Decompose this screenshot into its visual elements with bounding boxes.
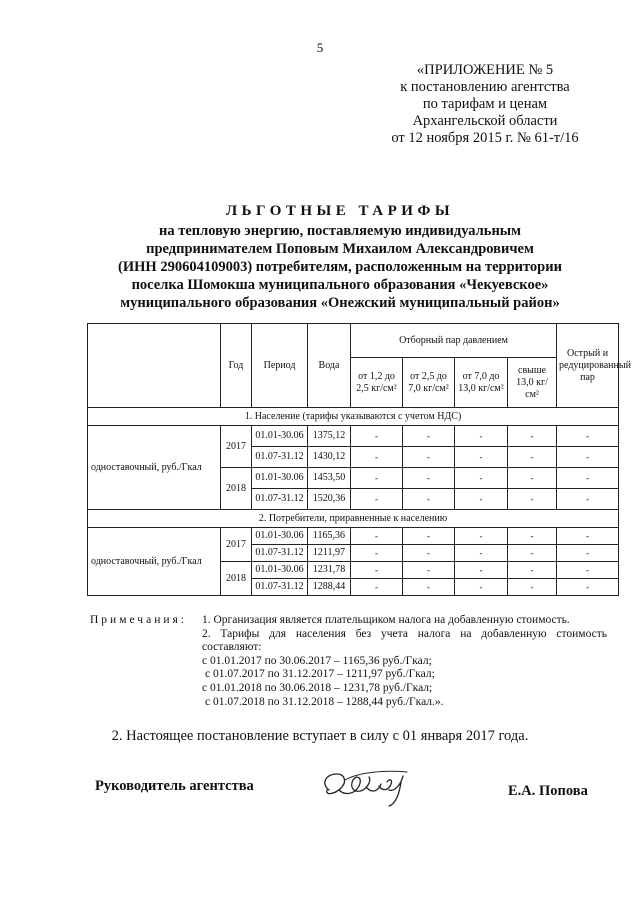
water-cell: 1453,50 bbox=[308, 468, 351, 489]
appendix-line: к постановлению агентства bbox=[400, 79, 570, 95]
dash-cell: - bbox=[403, 468, 455, 489]
section-title: 2. Потребители, приравненные к населению bbox=[88, 510, 619, 528]
signatory-name: Е.А. Попова bbox=[508, 783, 588, 799]
period-cell: 01.01-30.06 bbox=[252, 468, 308, 489]
dash-cell: - bbox=[557, 468, 619, 489]
period-cell: 01.01-30.06 bbox=[252, 562, 308, 579]
period-cell: 01.07-31.12 bbox=[252, 545, 308, 562]
effective-date-clause: 2. Настоящее постановление вступает в силу с 01 января 2017 года. bbox=[111, 728, 529, 744]
dash-cell: - bbox=[508, 489, 557, 510]
dash-cell: - bbox=[557, 545, 619, 562]
dash-cell: - bbox=[455, 528, 508, 545]
dash-cell: - bbox=[508, 562, 557, 579]
dash-cell: - bbox=[557, 579, 619, 596]
subtitle-line: (ИНН 290604109003) потребителям, расположенным на территории bbox=[118, 259, 562, 275]
header-pressure-4: свыше 13,0 кг/см² bbox=[508, 358, 557, 408]
dash-cell: - bbox=[508, 468, 557, 489]
subtitle-line: поселка Шомокша муниципального образования «Чекуевское» bbox=[131, 277, 549, 293]
period-cell: 01.07-31.12 bbox=[252, 489, 308, 510]
subtitle-line: предпринимателем Поповым Михаилом Александровичем bbox=[146, 241, 534, 257]
dash-cell: - bbox=[557, 528, 619, 545]
subtitle-line: на тепловую энергию, поставляемую индивидуальным bbox=[158, 223, 522, 239]
appendix-line: по тарифам и ценам bbox=[422, 96, 548, 112]
dash-cell: - bbox=[508, 579, 557, 596]
dash-cell: - bbox=[508, 545, 557, 562]
dash-cell: - bbox=[455, 468, 508, 489]
dash-cell: - bbox=[508, 528, 557, 545]
rate-label: одноставочный, руб./Гкал bbox=[88, 426, 221, 510]
dash-cell: - bbox=[455, 426, 508, 447]
appendix-line: от 12 ноября 2015 г. № 61-т/16 bbox=[391, 130, 579, 146]
header-selected-steam: Отборный пар давлением bbox=[351, 324, 557, 358]
note-item: с 01.07.2017 по 31.12.2017 – 1211,97 руб./Гкал; bbox=[205, 668, 435, 681]
year-cell: 2018 bbox=[221, 562, 252, 596]
header-empty bbox=[88, 324, 221, 408]
section-title: 1. Население (тарифы указываются с учетом НДС) bbox=[88, 408, 619, 426]
note-item: с 01.01.2018 по 30.06.2018 – 1231,78 руб./Гкал; bbox=[202, 681, 433, 694]
water-cell: 1430,12 bbox=[308, 447, 351, 468]
note-line-3: составляют: bbox=[202, 641, 262, 654]
tariff-table bbox=[87, 323, 631, 596]
header-pressure-2: от 2,5 до 7,0 кг/см² bbox=[403, 358, 455, 408]
dash-cell: - bbox=[351, 447, 403, 468]
document-title: ЛЬГОТНЫЕ ТАРИФЫ bbox=[225, 203, 455, 219]
dash-cell: - bbox=[557, 447, 619, 468]
dash-cell: - bbox=[557, 426, 619, 447]
header-sharp-steam: Острый и редуцированный пар bbox=[557, 324, 619, 408]
dash-cell: - bbox=[557, 489, 619, 510]
period-cell: 01.07-31.12 bbox=[252, 447, 308, 468]
dash-cell: - bbox=[403, 426, 455, 447]
water-cell: 1231,78 bbox=[308, 562, 351, 579]
period-cell: 01.01-30.06 bbox=[252, 528, 308, 545]
note-item: с 01.01.2017 по 30.06.2017 – 1165,36 руб./Гкал; bbox=[202, 654, 432, 667]
note-item: с 01.07.2018 по 31.12.2018 – 1288,44 руб./Гкал.». bbox=[205, 695, 444, 708]
dash-cell: - bbox=[455, 579, 508, 596]
water-cell: 1211,97 bbox=[308, 545, 351, 562]
page-number: 5 bbox=[316, 40, 324, 55]
dash-cell: - bbox=[351, 468, 403, 489]
header-pressure-3: от 7,0 до 13,0 кг/см² bbox=[455, 358, 508, 408]
dash-cell: - bbox=[351, 545, 403, 562]
dash-cell: - bbox=[403, 528, 455, 545]
water-cell: 1375,12 bbox=[308, 426, 351, 447]
note-line-1: 1. Организация является плательщиком налога на добавленную стоимость. bbox=[202, 614, 570, 626]
dash-cell: - bbox=[557, 562, 619, 579]
header-year: Год bbox=[221, 324, 252, 408]
dash-cell: - bbox=[455, 447, 508, 468]
dash-cell: - bbox=[403, 579, 455, 596]
dash-cell: - bbox=[403, 545, 455, 562]
dash-cell: - bbox=[351, 528, 403, 545]
notes-label: Примечания: bbox=[90, 614, 187, 626]
water-cell: 1520,36 bbox=[308, 489, 351, 510]
subtitle-line: муниципального образования «Онежский муниципальный район» bbox=[120, 295, 560, 311]
signatory-title: Руководитель агентства bbox=[95, 778, 254, 794]
year-cell: 2018 bbox=[221, 468, 252, 510]
rate-label: одноставочный, руб./Гкал bbox=[88, 528, 221, 596]
dash-cell: - bbox=[455, 562, 508, 579]
year-cell: 2017 bbox=[221, 528, 252, 562]
appendix-line: «ПРИЛОЖЕНИЕ № 5 bbox=[416, 62, 554, 78]
dash-cell: - bbox=[351, 562, 403, 579]
dash-cell: - bbox=[455, 489, 508, 510]
dash-cell: - bbox=[455, 545, 508, 562]
handwritten-signature bbox=[315, 760, 425, 810]
water-cell: 1165,36 bbox=[308, 528, 351, 545]
dash-cell: - bbox=[508, 447, 557, 468]
header-pressure-1: от 1,2 до 2,5 кг/см² bbox=[351, 358, 403, 408]
document-subtitle bbox=[40, 222, 640, 312]
dash-cell: - bbox=[403, 447, 455, 468]
header-period: Период bbox=[252, 324, 308, 408]
water-cell: 1288,44 bbox=[308, 579, 351, 596]
appendix-line: Архангельской области bbox=[412, 113, 558, 129]
dash-cell: - bbox=[403, 562, 455, 579]
period-cell: 01.01-30.06 bbox=[252, 426, 308, 447]
header-water: Вода bbox=[308, 324, 351, 408]
dash-cell: - bbox=[351, 426, 403, 447]
appendix-header bbox=[350, 62, 620, 147]
year-cell: 2017 bbox=[221, 426, 252, 468]
dash-cell: - bbox=[508, 426, 557, 447]
dash-cell: - bbox=[351, 579, 403, 596]
period-cell: 01.07-31.12 bbox=[252, 579, 308, 596]
note-line-2: 2. Тарифы для населения без учета налога на добавленную стоимость bbox=[202, 627, 607, 640]
dash-cell: - bbox=[351, 489, 403, 510]
dash-cell: - bbox=[403, 489, 455, 510]
notes bbox=[202, 614, 607, 709]
